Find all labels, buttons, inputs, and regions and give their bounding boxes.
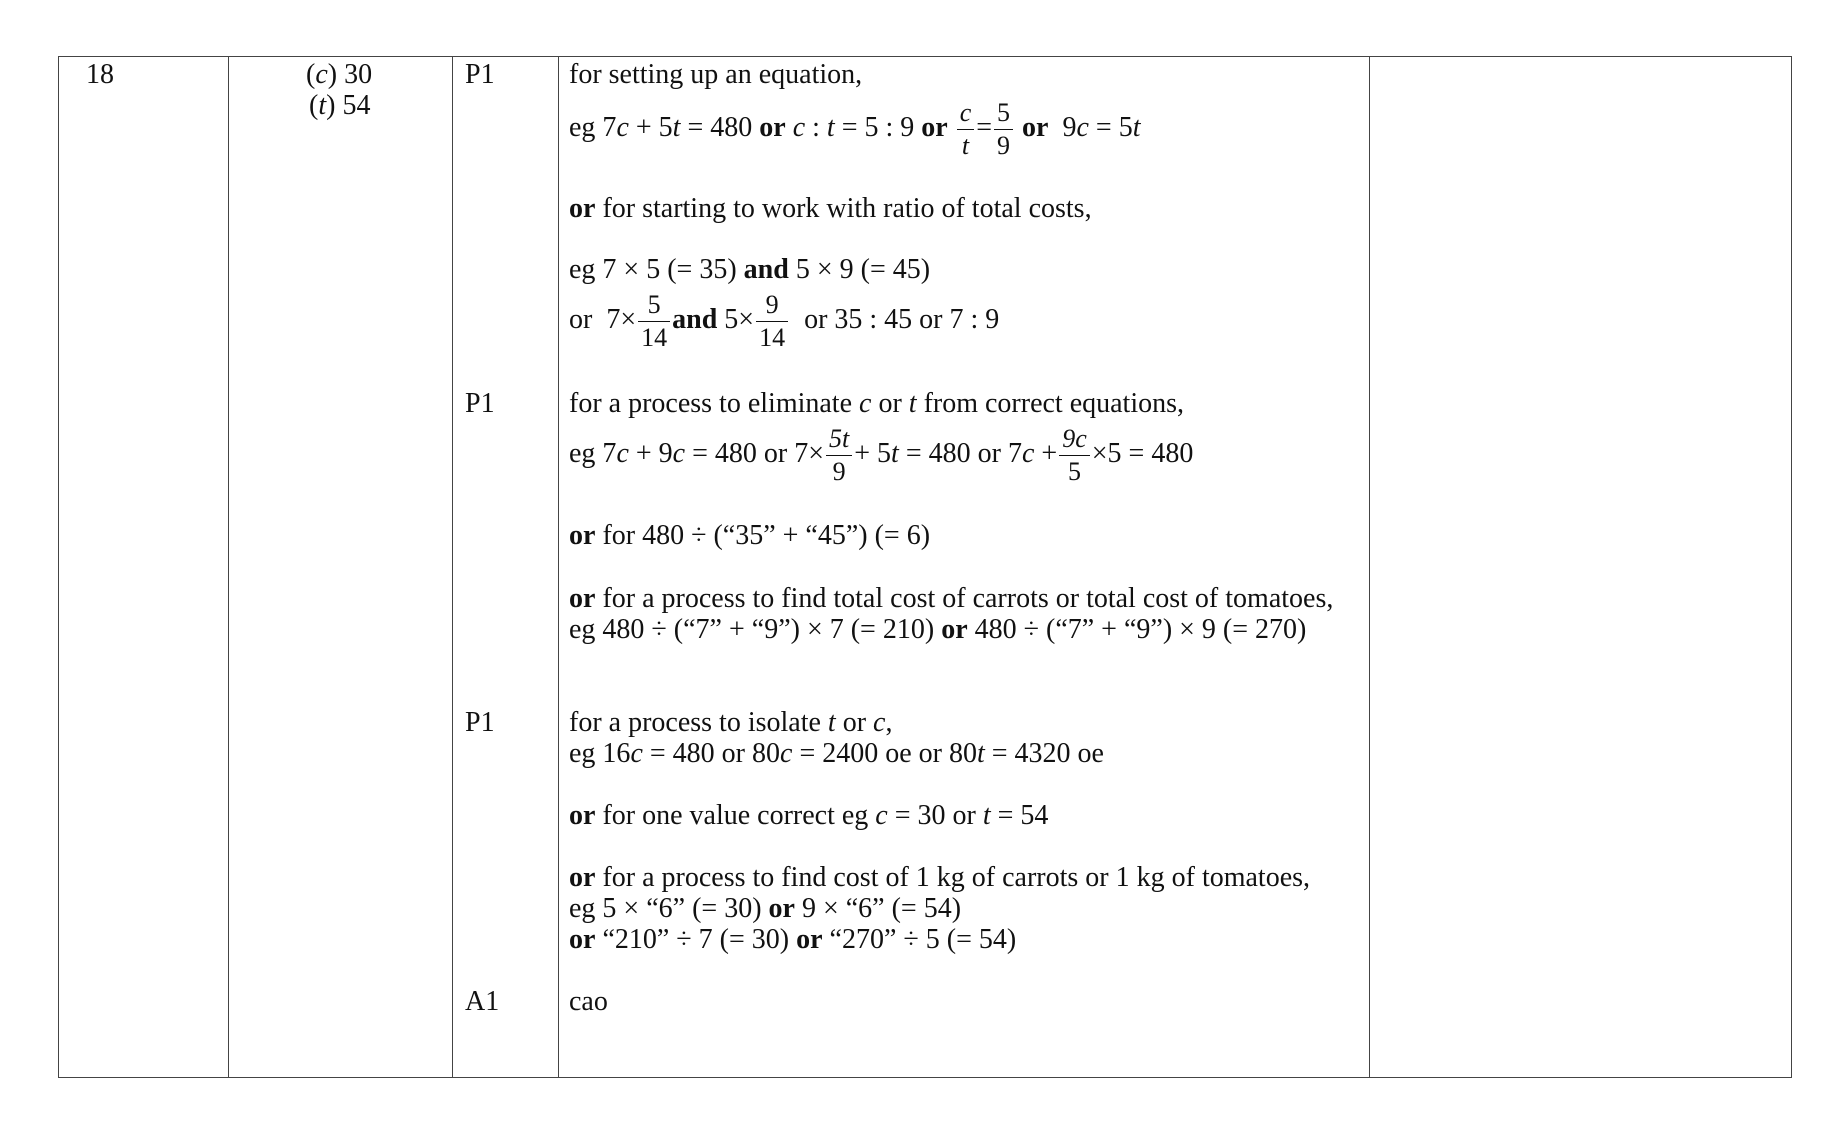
guidance-total-cost-example: eg 480 ÷ (“7” + “9”) × 7 (= 210) or 480 ÷ (“7” + “9”) × 9 (= 270) — [569, 614, 1307, 645]
guidance-unit-cost-example: eg 5 × “6” (= 30) or 9 × “6” (= 54) — [569, 893, 962, 924]
fraction-9c-over-5: $\frac{9c}{5}$ — [1059, 425, 1090, 486]
answer-t: (t) 54 — [309, 90, 371, 121]
guidance-equation: eg 7c + 5t = 480 or c : t = 5 : 9 or $\frac{c}{t}$ = $\frac{5}{9}$ or 9c = 5t — [569, 98, 1141, 160]
guidance-fraction-example: or 7× $\frac{5}{14}$ and 5× $\frac{9}{14}$ or 35 : 45 or 7 : 9 — [569, 290, 1000, 353]
guidance-or-total-cost: or for a process to find total cost of carrots or total cost of tomatoes, — [569, 583, 1334, 614]
guidance-ratio-example: eg 7 × 5 (= 35) and 5 × 9 (= 45) — [569, 254, 931, 285]
guidance-unit-cost-example-2: or “210” ÷ 7 (= 30) or “270” ÷ 5 (= 54) — [569, 924, 1017, 955]
guidance-or-division: or for 480 ÷ (“35” + “45”) (= 6) — [569, 520, 931, 551]
column-divider — [558, 57, 559, 1077]
fraction-9-over-14: $\frac{9}{14}$ — [756, 291, 788, 352]
mark-a1: A1 — [465, 986, 500, 1017]
fraction-5-over-9: $\frac{5}{9}$ — [994, 99, 1013, 160]
question-number: 18 — [86, 59, 114, 90]
fraction-c-over-t: $\frac{c}{t}$ — [957, 99, 975, 160]
guidance-alt-intro: or for starting to work with ratio of total costs, — [569, 193, 1092, 224]
guidance-cao: cao — [569, 986, 608, 1017]
mark-p1-third: P1 — [465, 707, 495, 738]
guidance-line: for setting up an equation, — [569, 59, 863, 90]
mark-p1-second: P1 — [465, 388, 495, 419]
guidance-one-value: or for one value correct eg c = 30 or t = 54 — [569, 800, 1049, 831]
guidance-isolate-example: eg 16c = 480 or 80c = 2400 oe or 80t = 4320 oe — [569, 738, 1104, 769]
fraction-5-over-14: $\frac{5}{14}$ — [638, 291, 670, 352]
column-divider — [452, 57, 453, 1077]
guidance-eliminate: for a process to eliminate c or t from correct equations, — [569, 388, 1185, 419]
guidance-eliminate-example: eg 7c + 9c = 480 or 7× $\frac{5t}{9}$ + 5t = 480 or 7c + $\frac{9c}{5}$ ×5 = 480 — [569, 424, 1194, 487]
mark-p1-first: P1 — [465, 59, 495, 90]
guidance-isolate: for a process to isolate t or c, — [569, 707, 893, 738]
column-divider — [1369, 57, 1370, 1077]
answer-c: (c) 30 — [306, 59, 373, 90]
guidance-unit-cost: or for a process to find cost of 1 kg of carrots or 1 kg of tomatoes, — [569, 862, 1311, 893]
column-divider — [228, 57, 229, 1077]
fraction-5t-over-9: $\frac{5t}{9}$ — [826, 425, 852, 486]
